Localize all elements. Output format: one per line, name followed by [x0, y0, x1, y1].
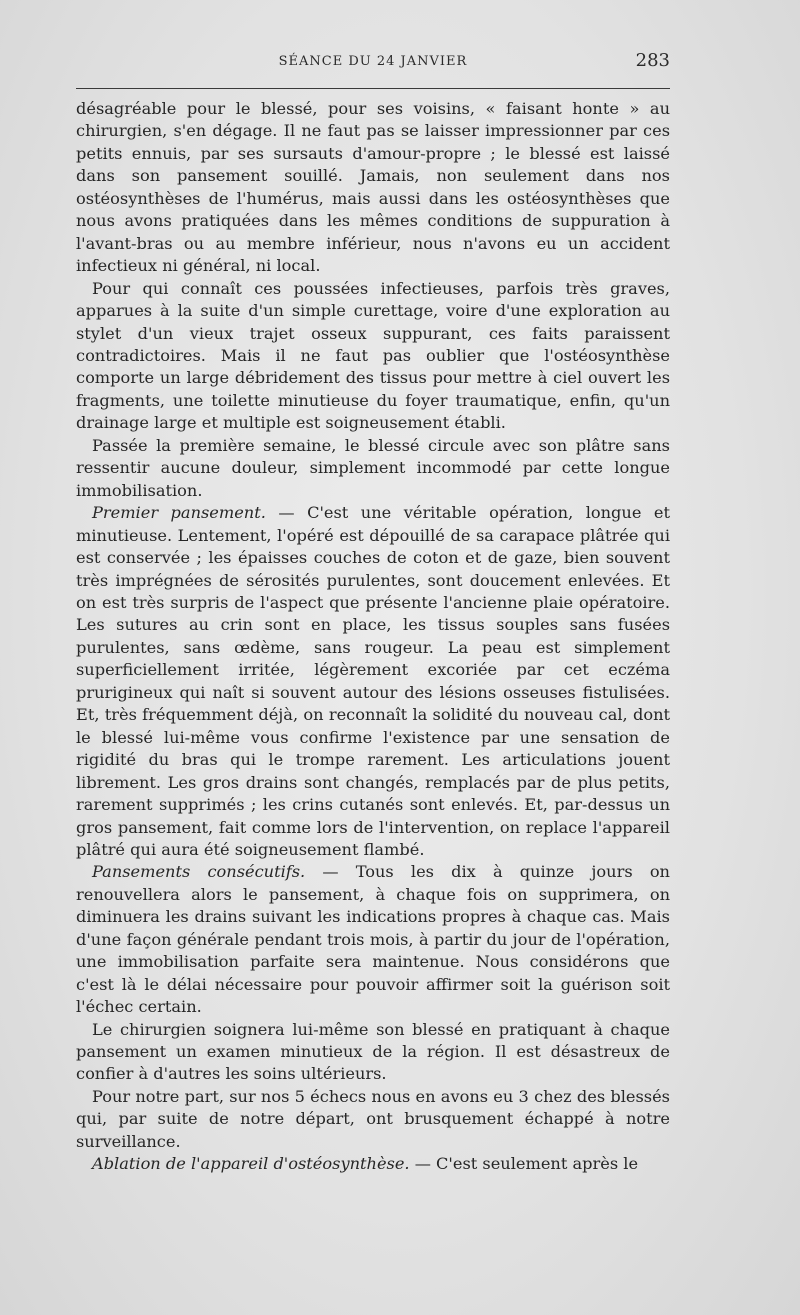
paragraph-2	[76, 278, 670, 435]
section-lead-heading: Pansements consécutifs.	[92, 862, 306, 882]
header-rule	[76, 88, 670, 89]
paragraph-text: Pour notre part, sur nos 5 échecs nous en avons eu 3 chez des blessés qui, par suite de notre départ, ont brusquement échappé à notre surveillance.	[76, 1086, 670, 1151]
paragraph-text: — C'est une véritable opération, longue et minutieuse. Lentement, l'opéré est dépouillé de sa carapace plâtrée qui est conservée ; les épaisses couches de coton et de gaze, bien souvent très imprégnées de sérosités purulentes, sont doucement enlevées. Et on est très surpris de l'aspect que présente l'ancienne plaie opératoire. Les sutures au crin sont en place, les tissus souples sans fusées purulentes, sans œdème, sans rougeur. La peau est simplement superficiellement irritée, légèrement excoriée par cet eczéma prurigineux qui naît si souvent autour des lésions osseuses fistulisées. Et, très fréquemment déjà, on reconnaît la solidité du nouveau cal, dont le blessé lui-même vous confirme l'existence par une sensation de rigidité du bras qui le trompe rarement. Les articulations jouent librement. Les gros drains sont changés, remplacés par de plus petits, rarement supprimés ; les crins cutanés sont enlevés. Et, par-dessus un gros pansement, fait comme lors de l'intervention, on replace l'appareil plâtré qui aura été soigneusement flambé.	[76, 503, 671, 859]
paragraph-text: Passée la première semaine, le blessé circule avec son plâtre sans ressentir aucune douleur, simplement incommodé par cette longue immobilisation.	[76, 435, 670, 500]
section-lead-heading: Premier pansement.	[92, 503, 266, 523]
paragraph-6	[76, 1019, 670, 1086]
paragraph-text: Le chirurgien soignera lui-même son blessé en pratiquant à chaque pansement un examen minutieux de la région. Il est désastreux de confier à d'autres les soins ultérieurs.	[76, 1019, 670, 1084]
paragraph-3	[76, 435, 670, 502]
paragraph-text: — Tous les dix à quinze jours on renouvellera alors le pansement, à chaque fois on supprimera, on diminuera les drains suivant les indications propres à chaque cas. Mais d'une façon générale pendant trois mois, à partir du jour de l'opération, une immobilisation parfaite sera maintenue. Nous considérons que c'est là le délai nécessaire pour pouvoir affirmer soit la guérison soit l'échec certain.	[76, 862, 670, 1017]
running-head	[76, 50, 670, 76]
paragraph-pansements-consecutifs	[76, 861, 670, 1018]
paragraph-ablation	[76, 1153, 670, 1175]
paragraph-text: Pour qui connaît ces poussées infectieuses, parfois très graves, apparues à la suite d'un simple curettage, voire d'une exploration au stylet d'un vieux trajet osseux suppurant, ces faits paraissent contradictoires. Mais il ne faut pas oublier que l'ostéosynthèse comporte un large débridement des tissus pour mettre à ciel ouvert les fragments, une toilette minutieuse du foyer traumatique, enfin, qu'un drainage large et multiple est soigneusement établi.	[76, 278, 670, 433]
page-number: 283	[635, 50, 670, 71]
paragraph-7	[76, 1086, 670, 1153]
paragraph-text: désagréable pour le blessé, pour ses voisins, « faisant honte » au chirurgien, s'en dégage. Il ne faut pas se laisser impressionner par ces petits ennuis, par ses sursauts d'amour-propre ; le blessé est laissé dans son pansement souillé. Jamais, non seulement dans nos ostéosynthèses de l'humérus, mais aussi dans les ostéosynthèses que nous avons pratiquées dans les mêmes conditions de suppuration à l'avant-bras ou au membre inférieur, nous n'avons eu un accident infectieux ni général, ni local.	[76, 99, 670, 276]
body-text	[76, 98, 670, 1176]
paragraph-1	[76, 98, 670, 278]
paragraph-text: — C'est seulement après le	[409, 1154, 639, 1174]
paragraph-premier-pansement	[76, 502, 670, 861]
running-title: SÉANCE DU 24 JANVIER	[278, 54, 468, 69]
section-lead-heading: Ablation de l'appareil d'ostéosynthèse.	[92, 1154, 410, 1174]
